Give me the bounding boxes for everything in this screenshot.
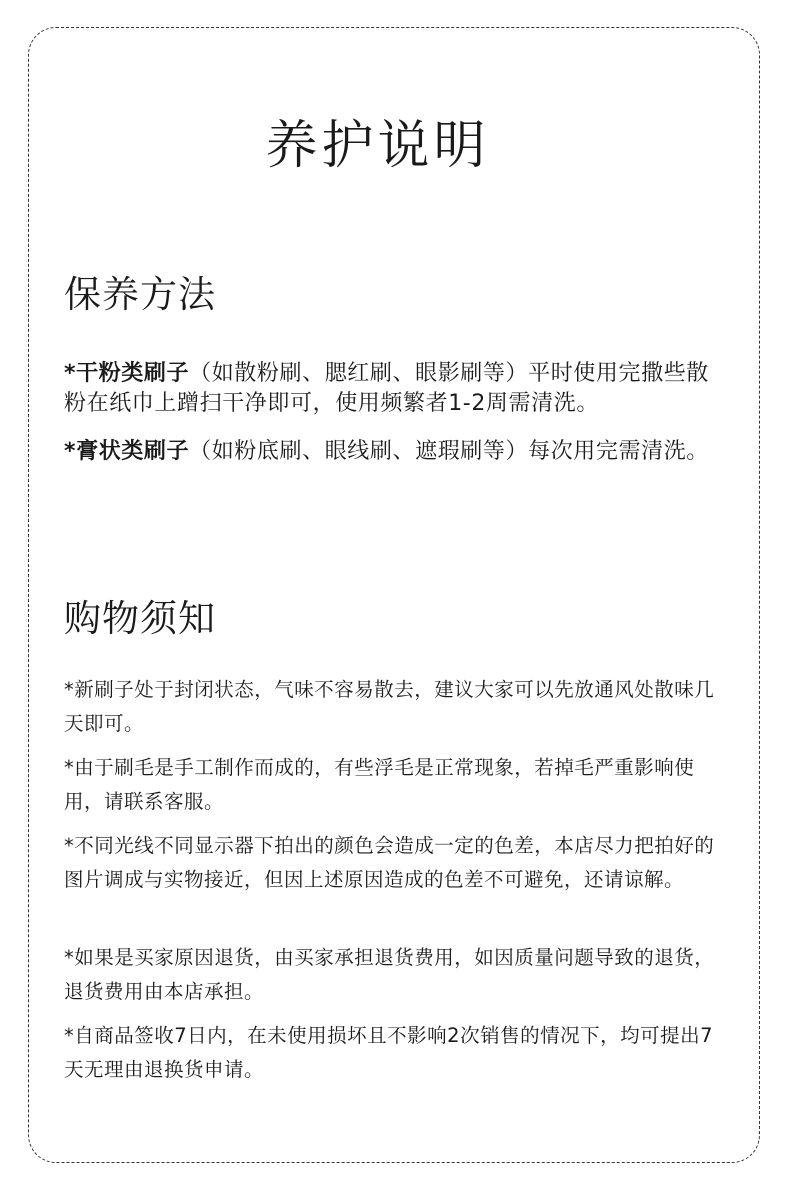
shopping-section-heading: 购物须知 <box>64 597 216 640</box>
page-title: 养护说明 <box>265 116 490 176</box>
care-item-cream-brush <box>64 437 729 467</box>
shopping-notice-item: *不同光线不同显示器下拍出的颜色会造成一定的色差，本店尽力把拍好的图片调成与实物接近，但因上述原因造成的色差不可避免，还请谅解。 <box>64 834 715 891</box>
care-item-dry-powder-brush <box>64 359 729 419</box>
care-section-heading: 保养方法 <box>64 273 216 316</box>
care-item-lead: *膏状类刷子 <box>64 439 190 464</box>
shopping-notice-item: *自商品签收7日内，在未使用损坏且不影响2次销售的情况下，均可提出7天无理由退换货申请。 <box>64 1024 713 1081</box>
care-item-text: （如散粉刷、腮红刷、眼影刷等）平时使用完撒些散粉在纸巾上蹭扫干净即可，使用频繁者1-2周需清洗。 <box>64 361 709 416</box>
care-item-text: （如粉底刷、眼线刷、遮瑕刷等）每次用完需清洗。 <box>189 439 709 464</box>
care-item-lead: *干粉类刷子 <box>64 361 190 386</box>
shopping-notice-item: *如果是买家原因退货，由买家承担退货费用，如因质量问题导致的退货，退货费用由本店承担。 <box>64 946 715 1003</box>
shopping-notice-item: *由于刷毛是手工制作而成的，有些浮毛是正常现象，若掉毛严重影响使用，请联系客服。 <box>64 756 695 813</box>
shopping-notice-item: *新刷子处于封闭状态，气味不容易散去，建议大家可以先放通风处散味几天即可。 <box>64 678 715 735</box>
